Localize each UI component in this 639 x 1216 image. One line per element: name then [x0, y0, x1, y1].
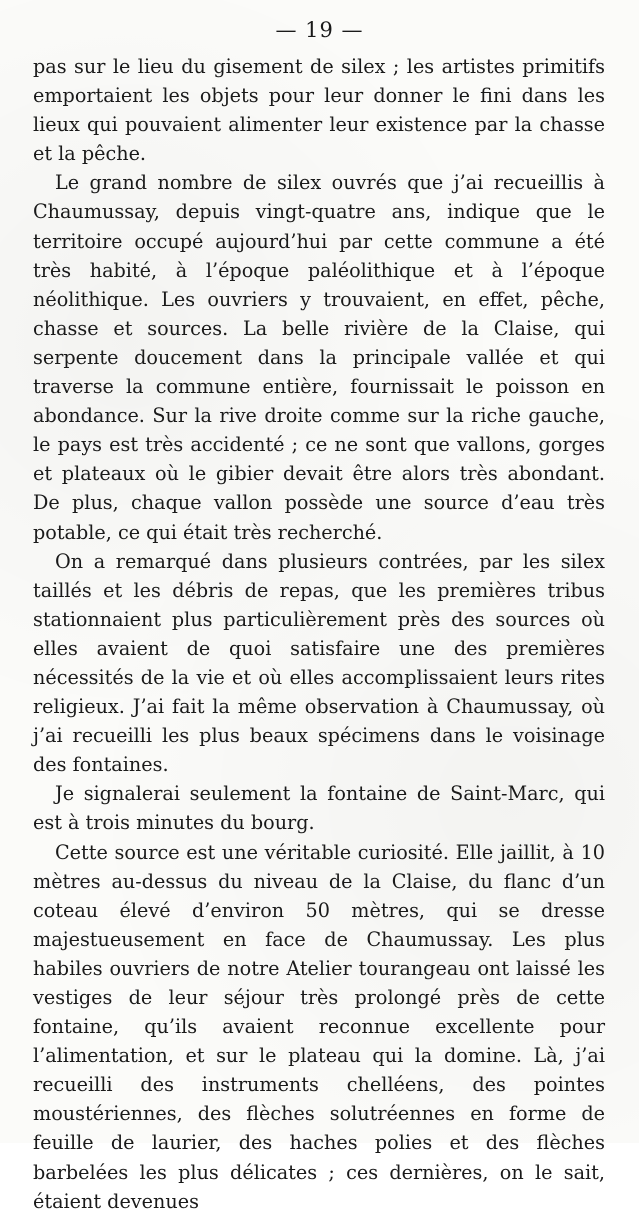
body-text — [33, 52, 605, 1216]
paragraph-3: On a remarqué dans plusieurs contrées, par les silex taillés et les débris de repas, que les premières tribus stationnaient plus particulièrement près des sources où elles avaient de quoi satisfaire une des premières nécessités de la vie et où elles accomplissaient leurs rites religieux. J’ai fait la même observation à Chaumussay, où j’ai recueilli les plus beaux spécimens dans le voisinage des fontaines. — [33, 549, 605, 777]
page-number: — 19 — — [275, 18, 364, 42]
paragraph-5: Cette source est une véritable curiosité. Elle jaillit, à 10 mètres au-dessus du niveau de la Claise, du flanc d’un coteau élevé d’environ 50 mètres, qui se dresse majestueusement en face de Chaumussay. Les plus habiles ouvriers de notre Atelier tourangeau ont laissé les vestiges de leur séjour très prolongé près de cette fontaine, qu’ils avaient reconnue excellente pour l’alimentation, et sur le plateau qui la domine. Là, j’ai recueilli des instruments chelléens, des pointes moustériennes, des flèches solutréennes en forme de feuille de laurier, des haches polies et des flèches barbelées les plus délicates ; ces dernières, on le sait, étaient devenues — [33, 840, 605, 1213]
paragraph-2: Le grand nombre de silex ouvrés que j’ai recueillis à Chaumussay, depuis vingt-quatre ans, indique que le territoire occupé aujourd’hui par cette commune a été très habité, à l’époque paléolithique et à l’époque néolithique. Les ouvriers y trouvaient, en effet, pêche, chasse et sources. La belle rivière de la Claise, qui serpente doucement dans la principale vallée et qui traverse la commune entière, fournissait le poisson en abondance. Sur la rive droite comme sur la riche gauche, le pays est très accidenté ; ce ne sont que vallons, gorges et plateaux où le gibier devait être alors très abondant. De plus, chaque vallon possède une source d’eau très potable, ce qui était très recherché. — [33, 171, 605, 544]
paragraph-1: pas sur le lieu du gisement de silex ; les artistes primitifs emportaient les objets pour leur donner le fini dans les lieux qui pouvaient alimenter leur existence par la chasse et la pêche. — [33, 55, 605, 166]
paragraph-4: Je signalerai seulement la fontaine de Saint-Marc, qui est à trois minutes du bourg. — [33, 782, 605, 835]
